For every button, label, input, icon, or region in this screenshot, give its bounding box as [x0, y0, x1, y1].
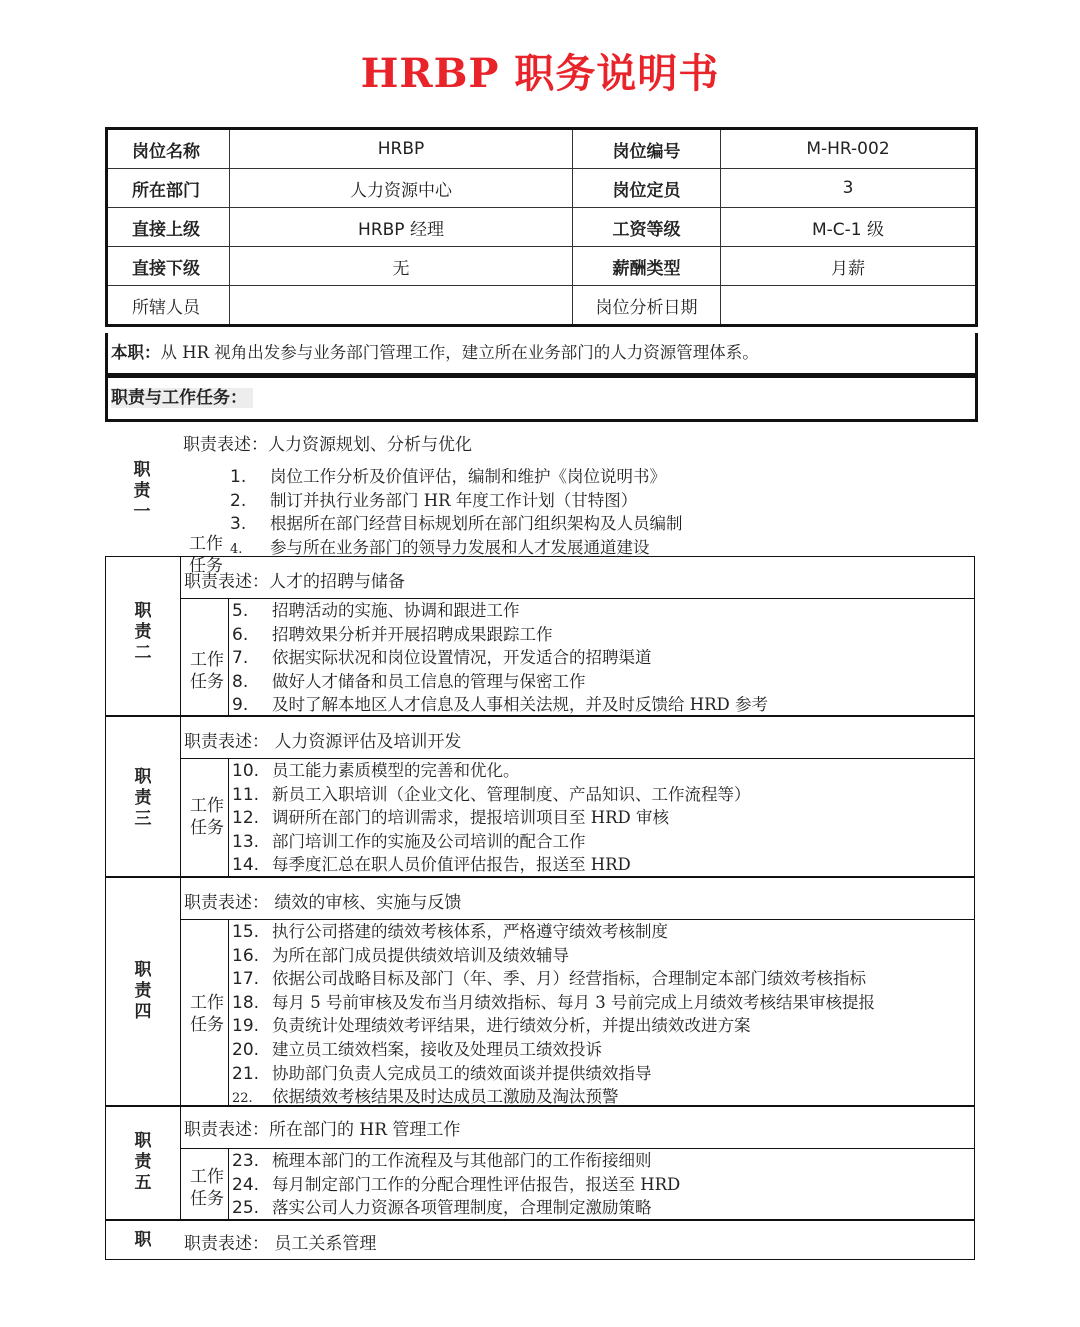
- info-label: 直接上级: [107, 208, 230, 247]
- duty-statement: 职责表述：人力资源规划、分析与优化: [183, 435, 472, 455]
- duty-label: 职 责 四: [134, 960, 152, 1022]
- info-row: [107, 169, 977, 208]
- task-number: 7.: [232, 648, 249, 669]
- info-row: [107, 286, 977, 326]
- task-number: 11.: [232, 784, 260, 805]
- task-item: [229, 1014, 974, 1038]
- info-value: M-HR-002: [721, 129, 977, 169]
- task-text: 招聘活动的实施、协调和跟进工作: [272, 601, 520, 620]
- duty-statement: 职责表述： 绩效的审核、实施与反馈: [184, 893, 462, 913]
- info-label: 工资等级: [573, 208, 721, 247]
- task-item: [227, 489, 975, 513]
- task-text: 做好人才储备和员工信息的管理与保密工作: [272, 671, 586, 691]
- task-label: 工作 任务: [189, 534, 223, 576]
- task-item: [229, 944, 974, 968]
- info-label: 薪酬类型: [573, 247, 721, 286]
- task-number: 23.: [232, 1151, 260, 1171]
- task-list: [228, 920, 974, 1105]
- task-number: 3.: [230, 514, 247, 535]
- task-item: [227, 465, 975, 489]
- info-label: 直接下级: [107, 247, 230, 286]
- task-text: 参与所在业务部门的领导力发展和人才发展通道建设: [270, 537, 650, 557]
- task-text: 落实公司人力资源各项管理制度，合理制定激励策略: [272, 1198, 652, 1218]
- task-text: 制订并执行业务部门 HR 年度工作计划（甘特图）: [270, 490, 638, 510]
- task-number: 19.: [232, 1016, 260, 1037]
- info-label: 岗位编号: [573, 129, 721, 169]
- duty-label: 职 责 一: [133, 460, 151, 522]
- duties-heading: [105, 376, 978, 422]
- info-value: [721, 286, 977, 326]
- task-item: [229, 646, 974, 670]
- task-text: 依据绩效考核结果及时达成员工激励及淘汰预警: [272, 1087, 619, 1107]
- task-item: [229, 670, 974, 694]
- task-text: 负责统计处理绩效考评结果，进行绩效分析，并提出绩效改进方案: [272, 1016, 751, 1036]
- task-number: 20.: [232, 1039, 260, 1060]
- task-text: 建立员工绩效档案，接收及处理员工绩效投诉: [272, 1039, 602, 1059]
- task-item: [227, 512, 975, 536]
- task-number: 17.: [232, 969, 260, 990]
- task-item: [229, 623, 974, 647]
- info-row: [107, 129, 977, 169]
- task-item: [229, 853, 974, 877]
- task-number: 9.: [232, 695, 249, 716]
- task-text: 岗位工作分析及价值评估，编制和维护《岗位说明书》: [270, 467, 666, 486]
- task-text: 每月 5 号前审核及发布当月绩效指标、每月 3 号前完成上月绩效考核结果审核提报: [272, 992, 875, 1012]
- task-number: 5.: [232, 601, 249, 621]
- task-number: 22.: [232, 1091, 253, 1107]
- task-item: [229, 1149, 974, 1173]
- summary-label: 本职：: [111, 343, 161, 362]
- task-number: 12.: [232, 808, 260, 829]
- info-value: 人力资源中心: [230, 169, 573, 208]
- task-number: 8.: [232, 671, 249, 692]
- task-text: 部门培训工作的实施及公司培训的配合工作: [272, 831, 586, 851]
- task-box: [180, 598, 974, 715]
- task-list: [227, 465, 975, 556]
- task-item: [229, 967, 974, 991]
- task-item: [229, 1196, 974, 1220]
- task-number: 4.: [230, 541, 243, 557]
- duty-section-6: [105, 1220, 975, 1260]
- duty-statement: 职责表述： 人力资源评估及培训开发: [184, 732, 462, 752]
- summary-text: 从 HR 视角出发参与业务部门管理工作，建立所在业务部门的人力资源管理体系。: [160, 343, 759, 362]
- info-label: 所在部门: [107, 169, 230, 208]
- info-value: M-C-1 级: [721, 208, 977, 247]
- task-number: 13.: [232, 831, 260, 852]
- info-row: [107, 247, 977, 286]
- task-number: 1.: [230, 467, 247, 487]
- info-label: 所辖人员: [107, 286, 230, 326]
- info-label: 岗位分析日期: [573, 286, 721, 326]
- info-value: 月薪: [721, 247, 977, 286]
- duty-section-4: [105, 877, 975, 1106]
- duty-section-5: [105, 1106, 975, 1220]
- task-number: 2.: [230, 490, 247, 511]
- task-text: 依据实际状况和岗位设置情况，开发适合的招聘渠道: [272, 648, 652, 668]
- task-item: [229, 1038, 974, 1062]
- info-value: [230, 286, 573, 326]
- duty-label: 职 责 三: [134, 767, 152, 829]
- duty-statement: 职责表述：人才的招聘与储备: [184, 572, 405, 592]
- task-label: 工作 任务: [190, 650, 224, 692]
- task-item: [229, 806, 974, 830]
- task-item: [229, 759, 974, 783]
- info-value: 3: [721, 169, 977, 208]
- task-text: 执行公司搭建的绩效考核体系，严格遵守绩效考核制度: [272, 922, 668, 941]
- task-text: 及时了解本地区人才信息及人事相关法规，并及时反馈给 HRD 参考: [272, 695, 769, 715]
- info-value: 无: [230, 247, 573, 286]
- duties-heading-text: 职责与工作任务：: [111, 388, 253, 408]
- task-item: [229, 991, 974, 1015]
- task-box: [180, 1148, 974, 1219]
- task-label: 工作 任务: [190, 796, 224, 838]
- task-item: [229, 693, 974, 717]
- task-text: 新员工入职培训（企业文化、管理制度、产品知识、工作流程等）: [272, 784, 751, 804]
- task-box: [180, 919, 974, 1105]
- task-item: [229, 1173, 974, 1197]
- task-list: [228, 599, 974, 715]
- info-label: 岗位定员: [573, 169, 721, 208]
- task-box: [180, 758, 974, 876]
- task-number: 16.: [232, 945, 260, 966]
- task-number: 14.: [232, 855, 260, 876]
- info-value: HRBP: [230, 129, 573, 169]
- task-number: 10.: [232, 761, 260, 781]
- task-text: 员工能力素质模型的完善和优化。: [272, 761, 520, 780]
- info-value: HRBP 经理: [230, 208, 573, 247]
- duty-label: 职 责 二: [134, 601, 152, 663]
- page-title: HRBP 职务说明书: [360, 50, 720, 97]
- job-summary: [105, 333, 978, 376]
- task-item: [229, 599, 974, 623]
- duty-section-3: [105, 716, 975, 877]
- duty-statement: 职责表述： 员工关系管理: [184, 1234, 377, 1254]
- task-text: 为所在部门成员提供绩效培训及绩效辅导: [272, 945, 569, 965]
- duty-label: 职: [134, 1230, 152, 1250]
- task-list: [228, 759, 974, 876]
- task-number: 6.: [232, 624, 249, 645]
- info-row: [107, 208, 977, 247]
- duty-label: 职 责 五: [134, 1131, 152, 1193]
- job-info-table: [105, 127, 978, 327]
- task-item: [229, 783, 974, 807]
- task-text: 协助部门负责人完成员工的绩效面谈并提供绩效指导: [272, 1063, 652, 1083]
- duty-section-1: [105, 420, 975, 576]
- task-box: [179, 465, 975, 576]
- duty-statement: 职责表述：所在部门的 HR 管理工作: [184, 1120, 461, 1140]
- task-number: 18.: [232, 992, 260, 1013]
- task-text: 根据所在部门经营目标规划所在部门组织架构及人员编制: [270, 514, 683, 534]
- task-number: 24.: [232, 1174, 260, 1195]
- task-text: 每月制定部门工作的分配合理性评估报告，报送至 HRD: [272, 1174, 681, 1194]
- task-label: 工作 任务: [190, 1167, 224, 1209]
- task-number: 25.: [232, 1198, 260, 1219]
- task-item: [229, 1062, 974, 1086]
- info-label: 岗位名称: [107, 129, 230, 169]
- task-number: 21.: [232, 1063, 260, 1084]
- task-text: 梳理本部门的工作流程及与其他部门的工作衔接细则: [272, 1151, 652, 1170]
- duty-section-2: [105, 556, 975, 716]
- task-item: [229, 830, 974, 854]
- task-text: 每季度汇总在职人员价值评估报告，报送至 HRD: [272, 855, 631, 875]
- task-item: [229, 920, 974, 944]
- task-number: 15.: [232, 922, 260, 942]
- task-text: 招聘效果分析并开展招聘成果跟踪工作: [272, 624, 553, 644]
- task-text: 调研所在部门的培训需求，提报培训项目至 HRD 审核: [272, 808, 670, 828]
- task-label: 工作 任务: [190, 993, 224, 1035]
- task-list: [228, 1149, 974, 1219]
- task-text: 依据公司战略目标及部门（年、季、月）经营指标，合理制定本部门绩效考核指标: [272, 969, 866, 989]
